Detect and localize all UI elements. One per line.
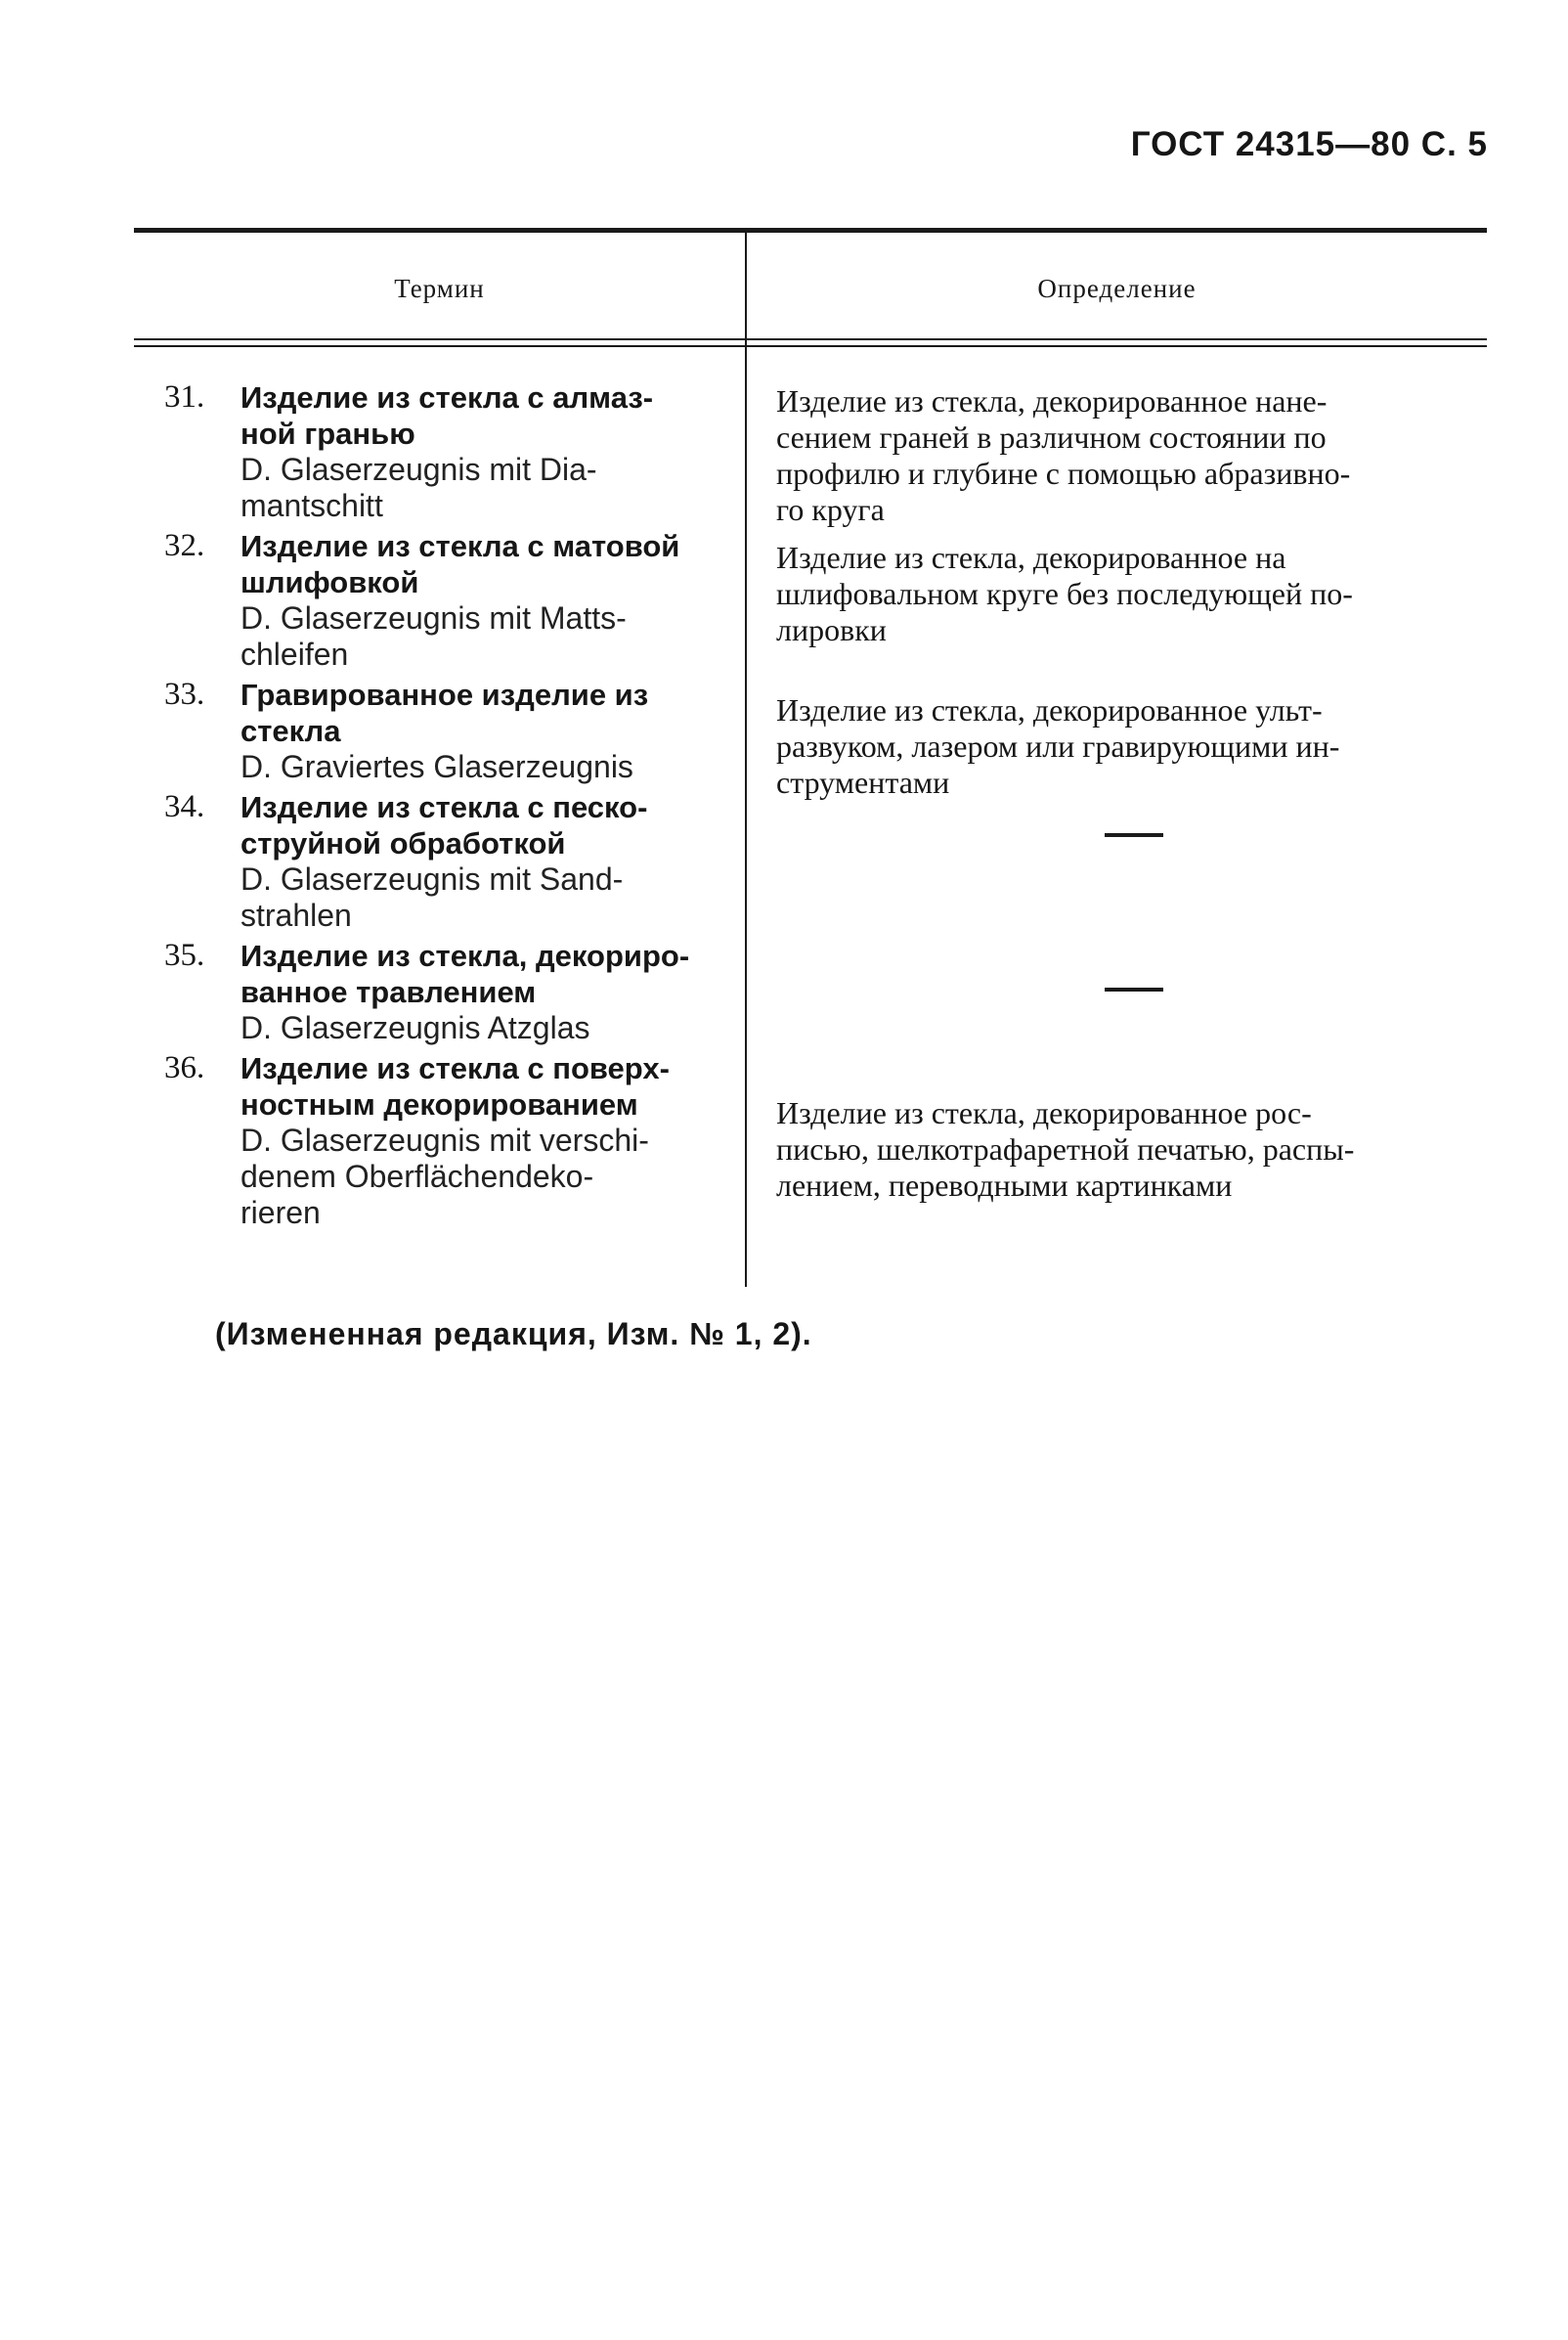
term-title: Гравированное изделие из стекла xyxy=(240,678,649,748)
term-body xyxy=(240,938,718,1046)
definition-36: Изделие из стекла, декорированное рос- писью, шелкотрафаретной печатью, распы- лением, переводными картинками xyxy=(776,1095,1355,1203)
term-entry-36 xyxy=(164,1050,718,1231)
term-german: D. Glaserzeugnis mit Dia- mantschitt xyxy=(240,452,597,523)
term-german: D. Graviertes Glaserzeugnis xyxy=(240,749,633,784)
column-header-definition: Определение xyxy=(1037,274,1197,303)
term-german: D. Glaserzeugnis Atzglas xyxy=(240,1010,590,1045)
term-body xyxy=(240,528,718,673)
term-body xyxy=(240,789,718,934)
term-number: 32. xyxy=(164,528,205,563)
term-german: D. Glaserzeugnis mit Matts- chleifen xyxy=(240,600,627,672)
column-divider xyxy=(745,231,747,1287)
definition-32: Изделие из стекла, декорированное на шлифовальном круге без последующей по- лировки xyxy=(776,540,1353,647)
term-title: Изделие из стекла с алмаз- ной гранью xyxy=(240,380,654,451)
term-title: Изделие из стекла, декориро- ванное травлением xyxy=(240,939,690,1009)
term-number: 34. xyxy=(164,789,205,824)
term-german: D. Glaserzeugnis mit Sand- strahlen xyxy=(240,861,624,933)
term-title: Изделие из стекла с матовой шлифовкой xyxy=(240,529,680,599)
term-entry-33 xyxy=(164,677,718,785)
header-double-rule-upper xyxy=(134,338,1487,340)
term-body xyxy=(240,1050,718,1231)
term-entry-34 xyxy=(164,789,718,934)
term-number: 36. xyxy=(164,1050,205,1085)
table-top-rule xyxy=(134,228,1487,233)
term-number: 35. xyxy=(164,938,205,973)
term-title: Изделие из стекла с песко- струйной обработкой xyxy=(240,790,648,861)
term-number: 33. xyxy=(164,677,205,712)
term-number: 31. xyxy=(164,379,205,415)
definition-35-dash xyxy=(1105,988,1163,992)
term-body xyxy=(240,379,718,524)
header-double-rule-lower xyxy=(134,345,1487,347)
amendment-note: (Измененная редакция, Изм. № 1, 2). xyxy=(215,1316,812,1351)
term-entry-31 xyxy=(164,379,718,524)
term-title: Изделие из стекла с поверх- ностным декорированием xyxy=(240,1051,670,1122)
term-entry-32 xyxy=(164,528,718,673)
terms-column xyxy=(164,379,718,1235)
column-header-term: Термин xyxy=(394,274,485,303)
definition-31: Изделие из стекла, декорированное нане- сением граней в различном состоянии по профилю и глубине с помощью абразивно- го круга xyxy=(776,383,1351,527)
term-body xyxy=(240,677,718,785)
term-entry-35 xyxy=(164,938,718,1046)
definition-33: Изделие из стекла, декорированное ульт- развуком, лазером или гравирующими ин- струментами xyxy=(776,692,1340,800)
term-german: D. Glaserzeugnis mit verschi- denem Oberflächendeko- rieren xyxy=(240,1123,649,1230)
definition-34-dash xyxy=(1105,833,1163,837)
page-header: ГОСТ 24315—80 С. 5 xyxy=(1130,125,1488,163)
